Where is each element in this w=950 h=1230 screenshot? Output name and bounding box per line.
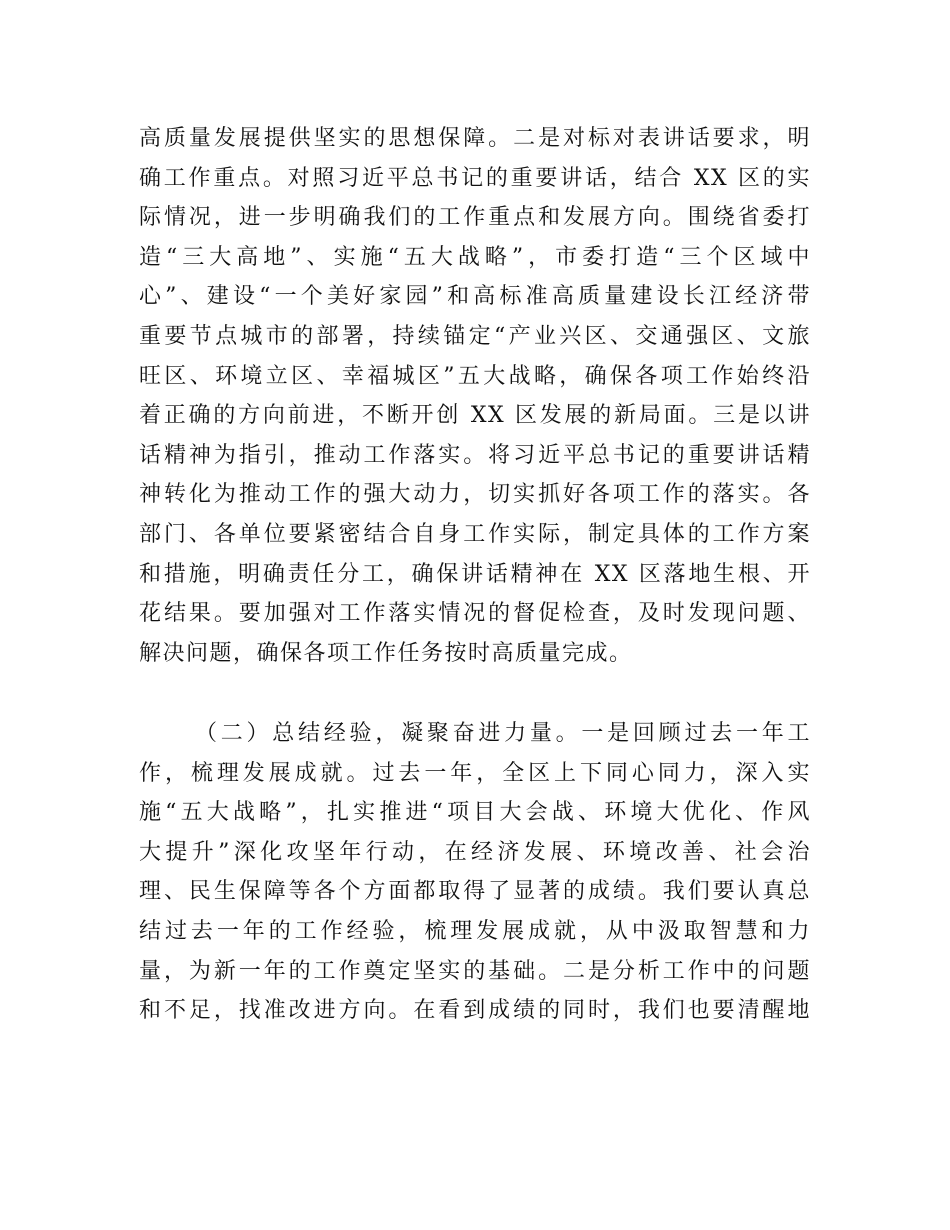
paragraph-line: （二）总结经验，凝聚奋进力量。一是回顾过去一年工	[195, 721, 811, 746]
paragraph-line: 着正确的方向前进，不断开创 XX 区发展的新局面。三是以讲	[139, 403, 811, 429]
paragraph-line: 确工作重点。对照习近平总书记的重要讲话，结合 XX 区的实	[139, 165, 811, 191]
paragraph-line: 话精神为指引，推动工作落实。将习近平总书记的重要讲话精	[139, 442, 811, 468]
paragraph-line: 旺区、环境立区、幸福城区”五大战略，确保各项工作始终沿	[139, 363, 811, 389]
paragraph-line: 解决问题，确保各项工作任务按时高质量完成。	[139, 640, 633, 666]
paragraph-line: 理、民生保障等各个方面都取得了显著的成绩。我们要认真总	[139, 879, 811, 905]
paragraph-line: 作，梳理发展成就。过去一年，全区上下同心同力，深入实	[139, 760, 811, 786]
paragraph-line: 量，为新一年的工作奠定坚实的基础。二是分析工作中的问题	[139, 958, 811, 984]
paragraph-line: 和措施，明确责任分工，确保讲话精神在 XX 区落地生根、开	[139, 561, 811, 587]
paragraph-line: 和不足，找准改进方向。在看到成绩的同时，我们也要清醒地	[139, 998, 811, 1024]
paragraph-line: 花结果。要加强对工作落实情况的督促检查，及时发现问题、	[139, 601, 811, 627]
paragraph-line: 心”、建设“一个美好家园”和高标准高质量建设长江经济带	[139, 284, 811, 310]
paragraph-line: 大提升”深化攻坚年行动，在经济发展、环境改善、社会治	[139, 839, 811, 865]
paragraph-2	[139, 714, 811, 1031]
paragraph-line: 重要节点城市的部署，持续锚定“产业兴区、交通强区、文旅	[139, 323, 811, 349]
paragraph-line: 际情况，进一步明确我们的工作重点和发展方向。围绕省委打	[139, 205, 811, 231]
paragraph-line: 部门、各单位要紧密结合自身工作实际，制定具体的工作方案	[139, 521, 811, 547]
paragraph-1	[139, 119, 811, 673]
paragraph-line: 高质量发展提供坚实的思想保障。二是对标对表讲话要求，明	[139, 126, 811, 151]
paragraph-line: 结过去一年的工作经验，梳理发展成就，从中汲取智慧和力	[139, 918, 811, 944]
paragraph-line: 施“五大战略”，扎实推进“项目大会战、环境大优化、作风	[139, 800, 811, 826]
paragraph-line: 神转化为推动工作的强大动力，切实抓好各项工作的落实。各	[139, 482, 811, 508]
paragraph-line: 造“三大高地”、实施“五大战略”，市委打造“三个区域中	[139, 244, 811, 270]
